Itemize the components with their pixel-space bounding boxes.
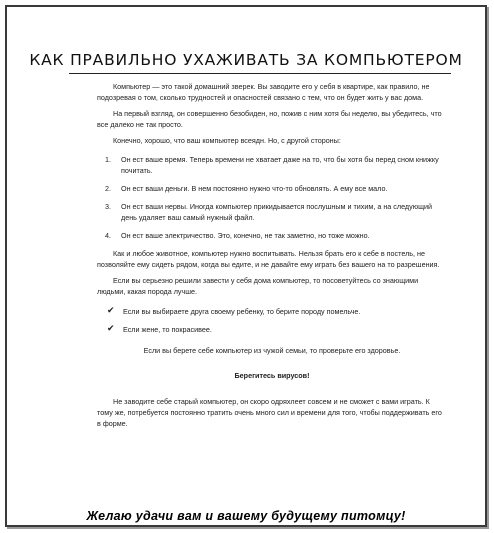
list-item-text: Он ест ваши деньги. В нем постоянно нужно что-то обновлять. А ему все мало. [121, 184, 388, 193]
check-mark-icon: ✔ [107, 305, 115, 315]
title-underline [69, 73, 451, 74]
intro-paragraph-1: Компьютер — это такой домашний зверек. Вы заводите его у себя в квартире, как правило, не подозревая о том, сколько трудностей и опасностей связано с тем, что он будет жить у вас дома. [97, 82, 430, 102]
check-list-item-text: Если жене, то покрасивее. [123, 325, 212, 334]
check-mark-icon: ✔ [107, 323, 115, 333]
list-item-number: 1. [105, 155, 111, 164]
list-item [97, 201, 447, 223]
intro-paragraph-3: Конечно, хорошо, что ваш компьютер всеядн. Но, с другой стороны: [113, 136, 341, 145]
document-page [5, 5, 487, 527]
check-list-item-text: Если вы выбираете друга своему ребенку, то берите породу помельче. [123, 307, 361, 316]
old-computer-paragraph: Не заводите себе старый компьютер, он скоро одряхлеет совсем и не сможет с вами играть. К тому же, потребуется постоянно тратить очень много сил и времени для того, чтобы поддерживать его в форме. [97, 397, 442, 428]
check-list-item [97, 306, 447, 317]
intro-paragraph-2: На первый взгляд, он совершенно безобиден, но, пожив с ним хотя бы неделю, вы убедитесь, что все далеко не так просто. [97, 109, 442, 129]
numbered-list [97, 154, 447, 241]
list-item-number: 3. [105, 202, 111, 211]
closing-wish: Желаю удачи вам и вашему будущему питомцу! [86, 509, 406, 523]
check-list [97, 306, 447, 335]
document-body [97, 81, 447, 429]
middle-paragraph-1: Как и любое животное, компьютер нужно воспитывать. Нельзя брать его к себе в постель, не позволяйте ему сидеть рядом, когда вы едите, и не давайте ему играть без вашего на то разрешения. [97, 249, 440, 269]
list-item-text: Он ест ваши нервы. Иногда компьютер прикидывается послушным и тихим, а на следующий день удаляет ваш самый нужный файл. [121, 202, 433, 222]
document-title: КАК ПРАВИЛЬНО УХАЖИВАТЬ ЗА КОМПЬЮТЕРОМ [29, 51, 463, 69]
list-item [97, 230, 447, 241]
adopt-paragraph: Если вы берете себе компьютер из чужой семьи, то проверьте его здоровье. [143, 346, 401, 355]
list-item-text: Он ест ваше время. Теперь времени не хватает даже на то, что бы хотя бы перед сном книжку почитать. [121, 155, 439, 175]
list-item-number: 2. [105, 184, 111, 193]
list-item [97, 154, 447, 176]
list-item-number: 4. [105, 231, 111, 240]
list-item-text: Он ест ваше электричество. Это, конечно, не так заметно, но тоже можно. [121, 231, 370, 240]
list-item [97, 183, 447, 194]
check-list-item [97, 324, 447, 335]
virus-warning: Берегитесь вирусов! [234, 371, 310, 380]
middle-paragraph-2: Если вы серьезно решили завести у себя дома компьютер, то посоветуйтесь со знающими людьми, какая порода лучше. [97, 276, 419, 296]
